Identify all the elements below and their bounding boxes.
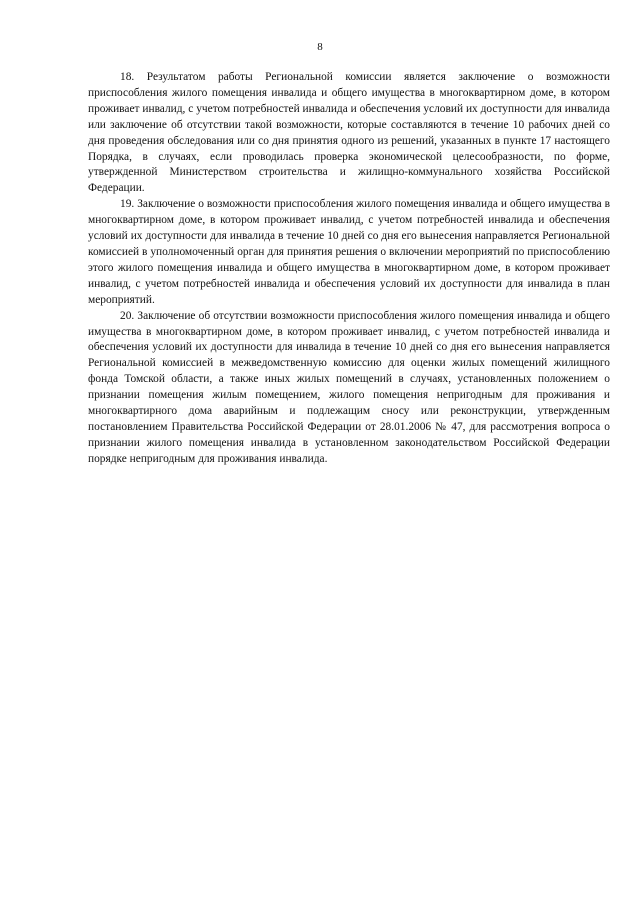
paragraph-18: 18. Результатом работы Региональной комиссии является заключение о возможности приспособления жилого помещения инвалида и общего имущества в многоквартирном доме, в котором проживает инвалид, с учетом потребностей инвалида и обеспечения условий их доступности для инвалида или заключение об отсутствии такой возможности, которые составляются в течение 10 рабочих дней со дня проведения обследования или со дня принятия одного из решений, указанных в пункте 17 настоящего Порядка, в случаях, если проводилась проверка экономической целесообразности, по форме, утвержденной Министерством строительства и жилищно-коммунального хозяйства Российской Федерации. [88,71,610,195]
paragraph-20: 20. Заключение об отсутствии возможности приспособления жилого помещения инвалида и общего имущества в многоквартирном доме, в котором проживает инвалид, с учетом потребностей инвалида и обеспечения условий их доступности для инвалида в течение 10 дней со дня его вынесения направляется Региональной комиссией в межведомственную комиссию для оценки жилых помещений жилищного фонда Томской области, а также иных жилых помещений в случаях, установленных положением о признании помещения жилым помещением, жилого помещения непригодным для проживания и многоквартирного дома аварийным и подлежащим сносу или реконструкции, утвержденным постановлением Правительства Российской Федерации от 28.01.2006 № 47, для рассмотрения вопроса о признании жилого помещения инвалида в установленном законодательством Российской Федерации порядке непригодным для проживания инвалида. [88,309,610,465]
page-number: 8 [317,41,323,53]
document-body [88,70,610,468]
paragraph-19: 19. Заключение о возможности приспособления жилого помещения инвалида и общего имущества в многоквартирном доме, в котором проживает инвалид, с учетом потребностей инвалида и обеспечения условий их доступности для инвалида в течение 10 дней со дня его вынесения направляется Региональной комиссией в уполномоченный орган для принятия решения о включении мероприятий по приспособлению этого жилого помещения инвалида и общего имущества в многоквартирном доме, в котором проживает инвалид, с учетом потребностей инвалида и обеспечения условий их доступности для инвалида в план мероприятий. [88,198,610,306]
